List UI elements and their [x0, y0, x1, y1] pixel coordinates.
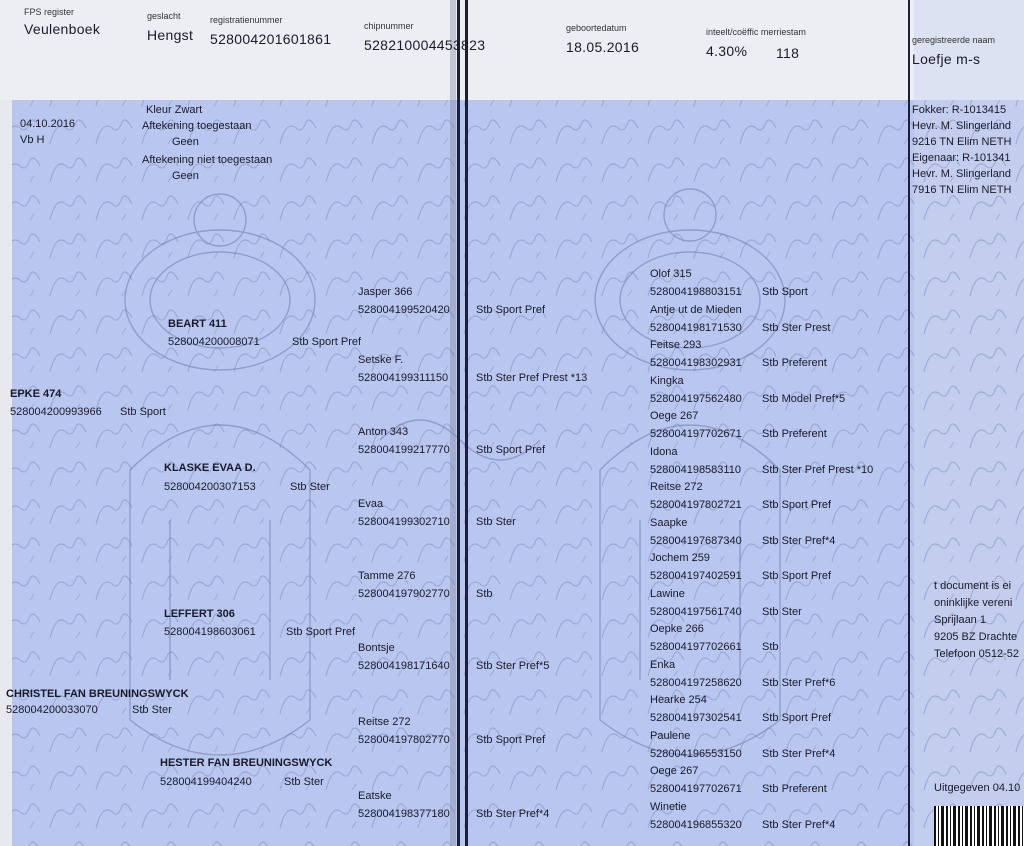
- ancestor-predicate: Stb: [762, 641, 779, 653]
- ancestor-number: 528004200033070: [6, 704, 98, 716]
- ancestor-number: 528004197402591: [650, 570, 742, 582]
- birth-label: geboortedatum: [566, 23, 627, 33]
- ancestor-predicate: Stb Ster: [284, 776, 324, 788]
- ancestor-name: HESTER FAN BREUNINGSWYCK: [160, 757, 333, 769]
- issue-date: 04.10.2016: [20, 118, 76, 130]
- ancestor-number: 528004199217770: [358, 444, 450, 456]
- color-line: Kleur Zwart: [146, 104, 203, 116]
- vbh-code: Vb H: [20, 134, 45, 146]
- ancestor-name: BEART 411: [168, 318, 227, 330]
- ancestor-name: Oege 267: [650, 765, 699, 777]
- ancestor-name: Jochem 259: [650, 552, 710, 564]
- ancestor-number: 528004200993966: [10, 406, 102, 418]
- fold-shadow-left: [450, 0, 456, 846]
- side-text-line: Sprijlaan 1: [934, 614, 986, 626]
- ancestor-predicate: Stb Ster Pref*6: [762, 676, 836, 689]
- chip-value: 528210004453823: [364, 37, 486, 53]
- regnr-value: 528004201601861: [210, 31, 332, 47]
- ancestor-name: Olof 315: [650, 268, 692, 280]
- markings-not-allowed-label: Aftekening niet toegestaan: [142, 154, 273, 166]
- ancestor-name: Idona: [650, 445, 678, 458]
- ancestor-predicate: Stb Sport Pref: [476, 444, 546, 456]
- register-label: FPS register: [24, 7, 75, 17]
- ancestor-name: CHRISTEL FAN BREUNINGSWYCK: [6, 688, 189, 700]
- inbreed-label: inteelt/coëffic merriestam: [706, 27, 806, 37]
- ancestor-predicate: Stb Ster Pref*4: [762, 534, 836, 547]
- ancestor-name: Bontsje: [358, 642, 395, 654]
- ancestor-number: 528004197687340: [650, 534, 742, 547]
- ancestor-name: Eatske: [358, 790, 392, 802]
- markings-allowed-value: Geen: [172, 136, 199, 148]
- side-text-line: oninklijke vereni: [934, 597, 1013, 609]
- side-text-line: Eigenaar: R-101341: [912, 152, 1011, 164]
- ancestor-name: Kingka: [650, 374, 684, 387]
- ancestor-number: 528004199302710: [358, 516, 450, 528]
- ancestor-number: 528004199520420: [358, 304, 450, 316]
- side-text-line: Hevr. M. Slingerland: [912, 168, 1012, 180]
- ancestor-name: Oepke 266: [650, 623, 704, 635]
- ancestor-predicate: Stb Ster: [762, 605, 802, 618]
- side-text-line: t document is ei: [934, 580, 1012, 592]
- ancestor-number: 528004198377180: [358, 808, 450, 820]
- ancestor-number: 528004197702671: [650, 428, 742, 440]
- ancestor-name: Paulene: [650, 729, 691, 742]
- ancestor-name: Enka: [650, 658, 676, 671]
- ancestor-predicate: Stb Sport Pref: [762, 570, 832, 582]
- stam-value: 118: [776, 45, 800, 61]
- ancestor-number: 528004196553150: [650, 747, 742, 760]
- ancestor-name: Evaa: [358, 498, 384, 510]
- gender-value: Hengst: [147, 27, 194, 43]
- ancestor-predicate: Stb Ster Pref Prest *10: [762, 463, 874, 476]
- ancestor-number: 528004197562480: [650, 392, 742, 405]
- ancestor-number: 528004197702661: [650, 641, 742, 653]
- ancestor-number: 528004197702671: [650, 783, 742, 795]
- ancestor-number: 528004196855320: [650, 818, 742, 831]
- side-text-line: Hevr. M. Slingerland: [912, 120, 1012, 132]
- side-text-line: 9205 BZ Drachte: [934, 631, 1018, 643]
- ancestor-number: 528004198171640: [358, 660, 450, 672]
- barcode: [934, 806, 1024, 846]
- ancestor-predicate: Stb Ster Pref*4: [476, 808, 550, 820]
- ancestor-name: Jasper 366: [358, 286, 413, 298]
- ancestor-number: 528004200307153: [164, 481, 256, 493]
- ancestor-number: 528004197802721: [650, 499, 742, 511]
- inbreed-value: 4.30%: [706, 43, 748, 59]
- ancestor-name: LEFFERT 306: [164, 608, 235, 620]
- side-text-line: 9216 TN Elim NETH: [912, 136, 1012, 148]
- register-value: Veulenboek: [24, 21, 101, 37]
- ancestor-name: Winetie: [650, 800, 687, 813]
- ancestor-name: Setske F.: [358, 354, 404, 366]
- ancestor-predicate: Stb Ster Pref*4: [762, 818, 836, 831]
- ancestor-number: 528004198583110: [650, 463, 741, 476]
- ancestor-predicate: Stb Ster Pref*4: [762, 747, 836, 760]
- side-text-line: Telefoon 0512-52: [934, 648, 1020, 660]
- regnr-label: registratienummer: [210, 15, 283, 25]
- fold-line-right: [908, 0, 910, 846]
- ancestor-predicate: Stb Sport: [120, 406, 166, 418]
- ancestor-number: 528004197258620: [650, 676, 742, 689]
- ancestor-predicate: Stb Model Pref*5: [762, 392, 846, 405]
- ancestor-predicate: Stb Ster: [132, 704, 172, 716]
- ancestor-name: Lawine: [650, 587, 685, 600]
- side-text-line: 7916 TN Elim NETH: [912, 184, 1012, 196]
- ancestor-number: 528004197902770: [358, 588, 450, 600]
- birth-value: 18.05.2016: [566, 39, 640, 55]
- ancestor-predicate: Stb Sport Pref: [476, 304, 546, 316]
- issued-line: Uitgegeven 04.10: [934, 782, 1021, 794]
- ancestor-predicate: Stb Sport Pref: [762, 712, 832, 724]
- ancestor-predicate: Stb Sport Pref: [292, 336, 362, 348]
- side-text-line: Fokker: R-1013415: [912, 104, 1007, 116]
- ancestor-name: Antje ut de Mieden: [650, 303, 742, 316]
- ancestor-name: EPKE 474: [10, 388, 62, 400]
- ancestor-name: Anton 343: [358, 426, 409, 438]
- ancestor-name: Reitse 272: [650, 481, 703, 493]
- ancestor-predicate: Stb Ster: [290, 481, 330, 493]
- regname-label: geregistreerde naam: [912, 35, 996, 45]
- ancestor-predicate: Stb Ster: [476, 516, 516, 528]
- ancestor-predicate: Stb: [476, 588, 493, 600]
- ancestor-number: 528004198171530: [650, 321, 742, 334]
- ancestor-number: 528004198302931: [650, 357, 742, 369]
- ancestor-name: Oege 267: [650, 410, 699, 422]
- ancestor-name: Reitse 272: [358, 716, 411, 728]
- ancestor-predicate: Stb Sport Pref: [476, 734, 546, 746]
- markings-not-allowed-value: Geen: [172, 170, 199, 182]
- ancestor-predicate: Stb Sport Pref: [762, 499, 832, 511]
- ancestor-name: Tamme 276: [358, 570, 416, 582]
- chip-label: chipnummer: [364, 21, 414, 31]
- ancestor-number: 528004197561740: [650, 605, 742, 618]
- regname-value: Loefje m-s: [912, 51, 981, 67]
- ancestor-predicate: Stb Preferent: [762, 783, 827, 795]
- ancestor-number: 528004199404240: [160, 776, 252, 788]
- ancestor-predicate: Stb Sport Pref: [286, 626, 356, 638]
- ancestor-predicate: Stb Ster Pref*5: [476, 660, 550, 672]
- ancestor-predicate: Stb Ster Pref Prest *13: [476, 372, 588, 384]
- ancestor-name: Hearke 254: [650, 694, 707, 706]
- ancestor-predicate: Stb Ster Prest: [762, 321, 831, 334]
- ancestor-name: Feitse 293: [650, 339, 702, 351]
- ancestor-number: 528004199311150: [358, 372, 449, 384]
- ancestor-name: Saapke: [650, 516, 688, 529]
- ancestor-number: 528004198603061: [164, 626, 256, 638]
- ancestor-name: KLASKE EVAA D.: [164, 462, 256, 474]
- gender-label: geslacht: [147, 11, 181, 21]
- ancestor-predicate: Stb Sport: [762, 286, 808, 298]
- fold-line-left: [457, 0, 460, 846]
- ancestor-predicate: Stb Preferent: [762, 428, 827, 440]
- ancestor-number: 528004197802770: [358, 734, 450, 746]
- ancestor-number: 528004197302541: [650, 712, 742, 724]
- markings-allowed-label: Aftekening toegestaan: [142, 120, 252, 132]
- ancestor-predicate: Stb Preferent: [762, 357, 827, 369]
- fold-line-center: [465, 0, 468, 846]
- ancestor-number: 528004200008071: [168, 336, 260, 348]
- ancestor-number: 528004198803151: [650, 286, 742, 298]
